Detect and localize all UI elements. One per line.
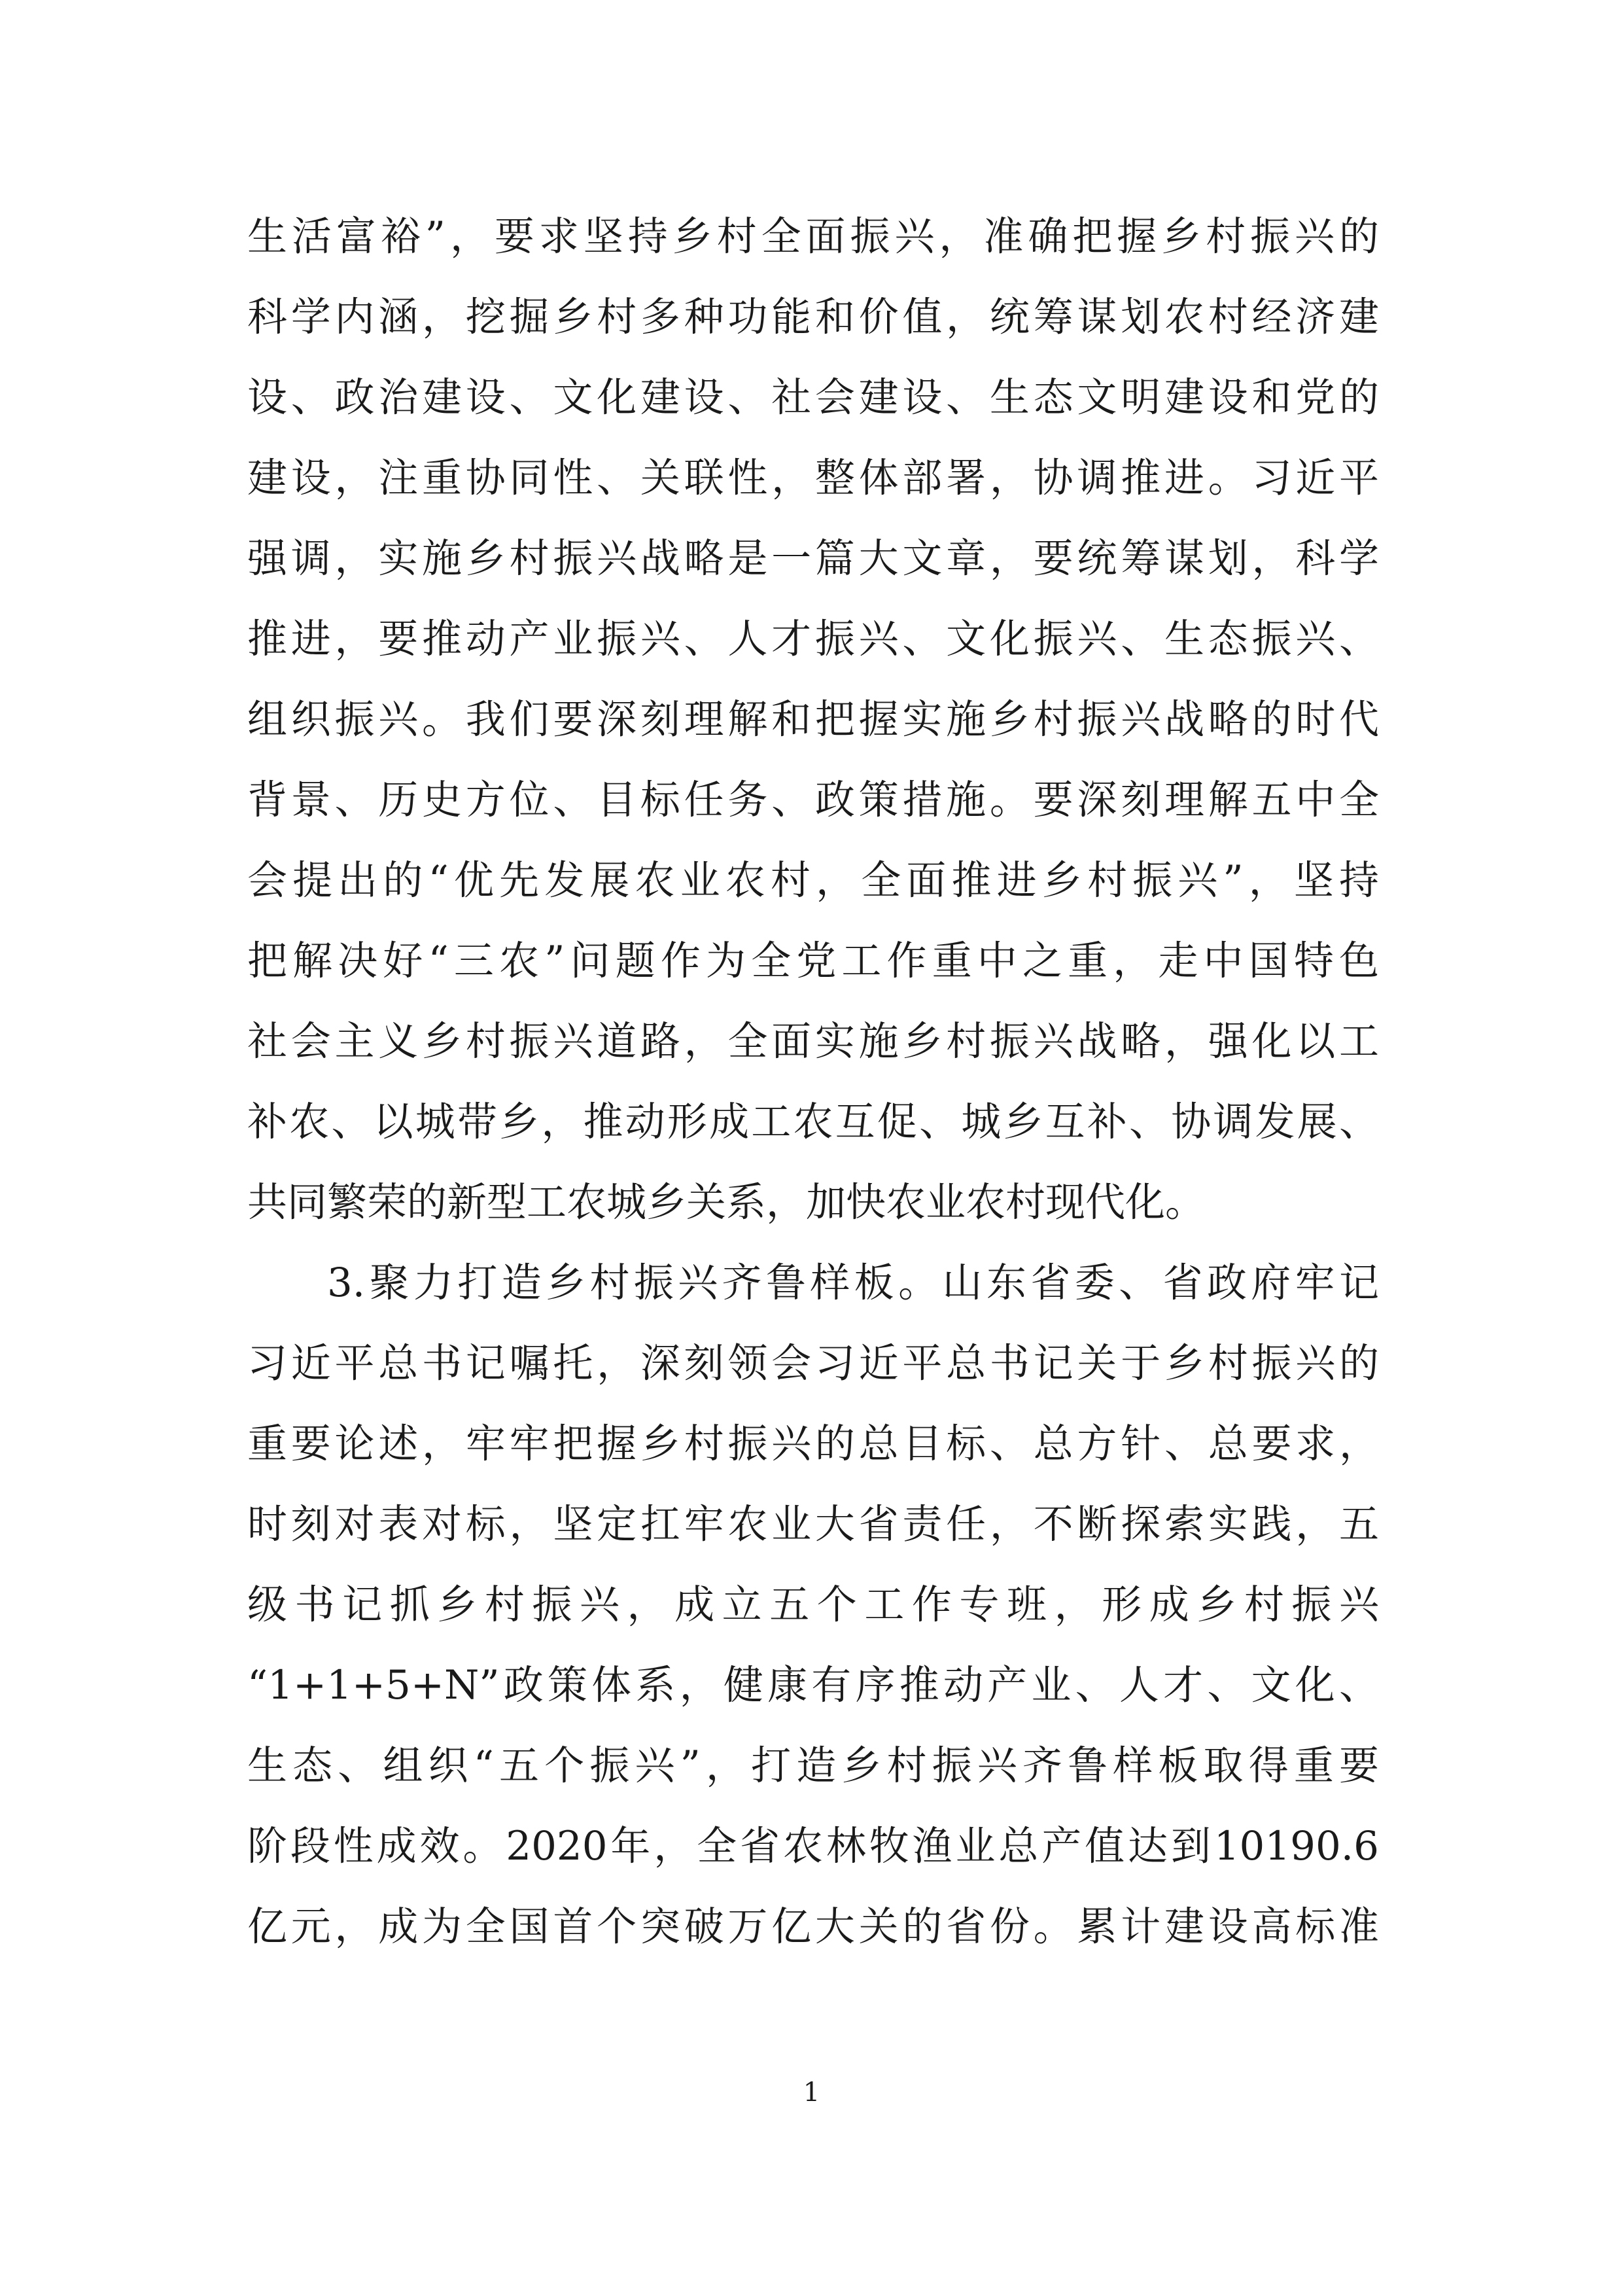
text-line: 重要论述，牢牢把握乡村振兴的总目标、总方针、总要求， xyxy=(247,1421,1379,1467)
text-line: 生活富裕”，要求坚持乡村全面振兴，准确把握乡村振兴的 xyxy=(247,213,1379,260)
text-line: 科学内涵，挖掘乡村多种功能和价值，统筹谋划农村经济建 xyxy=(247,294,1379,340)
text-line: 习近平总书记嘱托，深刻领会习近平总书记关于乡村振兴的 xyxy=(247,1340,1379,1386)
text-line: 亿元，成为全国首个突破万亿大关的省份。累计建设高标准 xyxy=(247,1903,1379,1950)
text-line: 推进，要推动产业振兴、人才振兴、文化振兴、生态振兴、 xyxy=(247,616,1379,662)
text-line: 把解决好“三农”问题作为全党工作重中之重，走中国特色 xyxy=(247,938,1379,984)
text-line: 生态、组织“五个振兴”，打造乡村振兴齐鲁样板取得重要 xyxy=(247,1742,1379,1789)
text-line: 时刻对表对标，坚定扛牢农业大省责任，不断探索实践，五 xyxy=(247,1501,1379,1547)
text-line: 设、政治建设、文化建设、社会建设、生态文明建设和党的 xyxy=(247,374,1379,421)
text-line: 级书记抓乡村振兴，成立五个工作专班，形成乡村振兴 xyxy=(247,1581,1379,1628)
text-line: 建设，注重协同性、关联性，整体部署，协调推进。习近平 xyxy=(247,455,1379,501)
text-line: “1+1+5+N”政策体系，健康有序推动产业、人才、文化、 xyxy=(247,1662,1379,1708)
text-line: 阶段性成效。2020年，全省农林牧渔业总产值达到10190.6 xyxy=(247,1823,1379,1869)
paragraph-end-line: 共同繁荣的新型工农城乡关系，加快农业农村现代化。 xyxy=(247,1179,1206,1226)
section-heading-line: 3.聚力打造乡村振兴齐鲁样板。山东省委、省政府牢记 xyxy=(327,1260,1379,1306)
text-line: 背景、历史方位、目标任务、政策措施。要深刻理解五中全 xyxy=(247,777,1379,823)
text-line: 补农、以城带乡，推动形成工农互促、城乡互补、协调发展、 xyxy=(247,1099,1379,1145)
text-line: 会提出的“优先发展农业农村，全面推进乡村振兴”，坚持 xyxy=(247,857,1379,904)
text-line: 强调，实施乡村振兴战略是一篇大文章，要统筹谋划，科学 xyxy=(247,535,1379,582)
text-line: 组织振兴。我们要深刻理解和把握实施乡村振兴战略的时代 xyxy=(247,696,1379,743)
body-text xyxy=(247,196,1379,1967)
page-number: 1 xyxy=(803,2077,820,2108)
text-line: 社会主义乡村振兴道路，全面实施乡村振兴战略，强化以工 xyxy=(247,1018,1379,1065)
